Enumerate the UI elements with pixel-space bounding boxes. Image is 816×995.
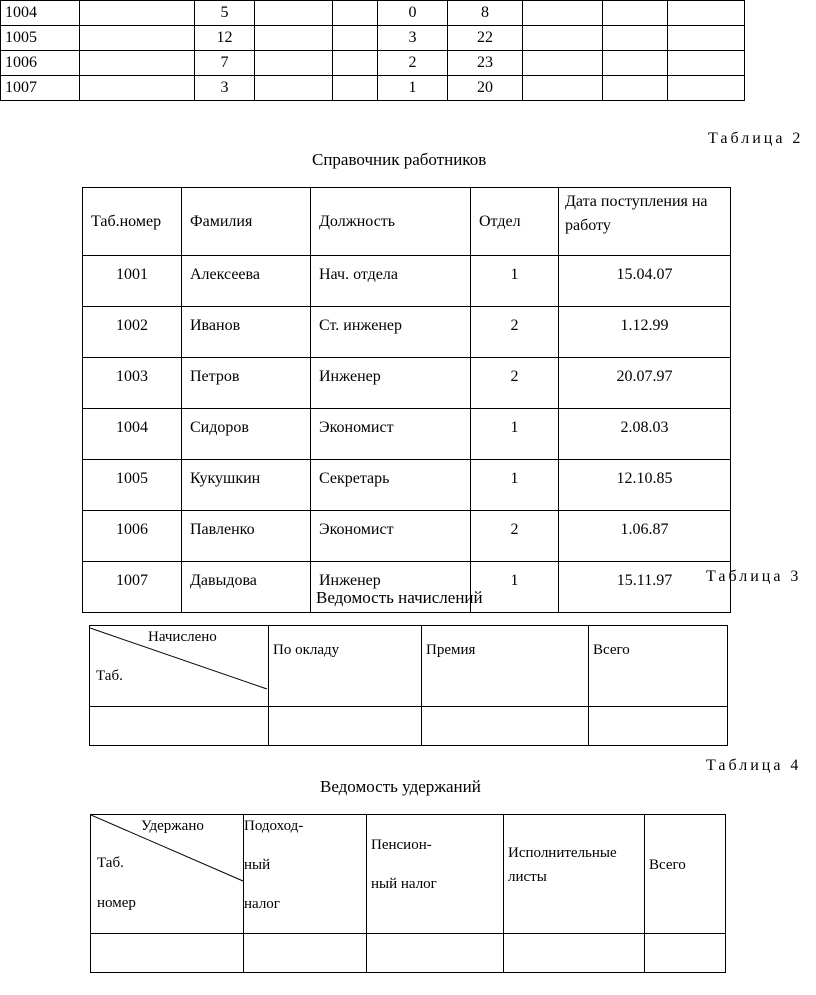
- cell-surname: Павленко: [182, 511, 311, 562]
- cell-dept: 2: [471, 307, 559, 358]
- table-row: [83, 256, 731, 307]
- table-cell: [333, 26, 378, 51]
- table-cell: [668, 51, 745, 76]
- cell-dept: 1: [471, 460, 559, 511]
- cell-tab: 1007: [83, 562, 182, 613]
- diagonal-header: [91, 815, 243, 933]
- corner-bottom-label-2: номер: [97, 895, 136, 911]
- pension-line-1: Пенсион-: [371, 837, 432, 853]
- cell-date: 1.12.99: [559, 307, 731, 358]
- cell-dept: 2: [471, 511, 559, 562]
- total-label: Всего: [649, 857, 686, 873]
- cell-position: Ст. инженер: [311, 307, 471, 358]
- header-total: Всего: [589, 626, 728, 707]
- writs-line-2: листы: [508, 869, 547, 885]
- cell-tab: 1004: [83, 409, 182, 460]
- table-1-fragment: [0, 0, 745, 101]
- table-cell: 1004: [1, 1, 80, 26]
- income-tax-line-3: налог: [244, 896, 280, 912]
- cell-surname: Кукушкин: [182, 460, 311, 511]
- cell-date: 15.11.97: [559, 562, 731, 613]
- table-4-title: Ведомость удержаний: [320, 777, 481, 796]
- employees-table: [82, 187, 731, 613]
- cell-date: 1.06.87: [559, 511, 731, 562]
- cell-position: Экономист: [311, 511, 471, 562]
- header-department: Отдел: [471, 188, 559, 256]
- header-hire-date: Дата поступления на работу: [559, 188, 731, 256]
- table-cell: [668, 26, 745, 51]
- table-cell: [244, 934, 367, 973]
- table-cell: 3: [195, 76, 255, 101]
- table-cell: [523, 26, 603, 51]
- table-cell: [255, 1, 333, 26]
- cell-position: Инженер: [311, 562, 471, 613]
- table-cell: [523, 1, 603, 26]
- table-cell: 0: [378, 1, 448, 26]
- table-cell: 3: [378, 26, 448, 51]
- table-cell: [589, 707, 728, 746]
- table-cell: [668, 1, 745, 26]
- table-cell: [269, 707, 422, 746]
- table-row: [90, 707, 728, 746]
- table-cell: [523, 51, 603, 76]
- table-cell: 7: [195, 51, 255, 76]
- cell-dept: 1: [471, 256, 559, 307]
- table-row: [1, 51, 745, 76]
- cell-position: Инженер: [311, 358, 471, 409]
- cell-tab: 1006: [83, 511, 182, 562]
- table-cell: [333, 1, 378, 26]
- corner-top-label: Начислено: [148, 629, 217, 645]
- income-tax-line-2: ный: [244, 857, 271, 873]
- table-cell: 5: [195, 1, 255, 26]
- diagonal-header-cell: [90, 626, 269, 707]
- table-cell: [80, 76, 195, 101]
- header-surname: Фамилия: [182, 188, 311, 256]
- header-tab-number: Таб.номер: [83, 188, 182, 256]
- cell-position: Экономист: [311, 409, 471, 460]
- table-cell: [504, 934, 645, 973]
- table-cell: [255, 51, 333, 76]
- cell-surname: Алексеева: [182, 256, 311, 307]
- table-cell: 2: [378, 51, 448, 76]
- table-cell: [333, 51, 378, 76]
- header-total: [645, 815, 726, 934]
- header-bonus: Премия: [422, 626, 589, 707]
- cell-tab: 1001: [83, 256, 182, 307]
- table-cell: [603, 76, 668, 101]
- table-cell: [603, 26, 668, 51]
- diagonal-header-cell: [91, 815, 244, 934]
- table-cell: [80, 51, 195, 76]
- cell-position: Секретарь: [311, 460, 471, 511]
- table-header-row: [83, 188, 731, 256]
- table-row: [1, 1, 745, 26]
- corner-top-label: Удержано: [141, 818, 204, 834]
- cell-surname: Сидоров: [182, 409, 311, 460]
- writs-line-1: Исполнительные: [508, 845, 617, 861]
- cell-dept: 2: [471, 358, 559, 409]
- table-cell: [255, 76, 333, 101]
- table-3-title: Ведомость начислений: [316, 588, 483, 607]
- cell-surname: Петров: [182, 358, 311, 409]
- table-cell: 20: [448, 76, 523, 101]
- cell-dept: 1: [471, 409, 559, 460]
- diagonal-header: [90, 626, 268, 706]
- cell-surname: Иванов: [182, 307, 311, 358]
- table-cell: 1005: [1, 26, 80, 51]
- table-cell: [523, 76, 603, 101]
- table-cell: [603, 51, 668, 76]
- cell-tab: 1003: [83, 358, 182, 409]
- table-3-label: Таблица 3: [706, 568, 802, 585]
- pension-line-2: ный налог: [371, 876, 437, 892]
- table-cell: 22: [448, 26, 523, 51]
- table-cell: [645, 934, 726, 973]
- table-row: [1, 26, 745, 51]
- cell-date: 12.10.85: [559, 460, 731, 511]
- header-salary: По окладу: [269, 626, 422, 707]
- accruals-table: [89, 625, 728, 746]
- header-income-tax: [244, 815, 367, 934]
- table-cell: [90, 707, 269, 746]
- header-position: Должность: [311, 188, 471, 256]
- cell-dept: 1: [471, 562, 559, 613]
- table-row: [91, 934, 726, 973]
- income-tax-line-1: Подоход-: [244, 818, 304, 834]
- header-writs: [504, 815, 645, 934]
- table-header-row: [90, 626, 728, 707]
- table-cell: [668, 76, 745, 101]
- table-cell: 1006: [1, 51, 80, 76]
- cell-date: 15.04.07: [559, 256, 731, 307]
- table-cell: 8: [448, 1, 523, 26]
- table-cell: [603, 1, 668, 26]
- table-row: [83, 409, 731, 460]
- header-pension-tax: [367, 815, 504, 934]
- table-row: [83, 511, 731, 562]
- table-cell: [422, 707, 589, 746]
- cell-tab: 1002: [83, 307, 182, 358]
- cell-position: Нач. отдела: [311, 256, 471, 307]
- table-cell: 1: [378, 76, 448, 101]
- table-cell: [333, 76, 378, 101]
- table-cell: [80, 26, 195, 51]
- table-row: [1, 76, 745, 101]
- table-cell: 23: [448, 51, 523, 76]
- table-row: [83, 307, 731, 358]
- table-4-label: Таблица 4: [706, 757, 802, 774]
- cell-surname: Давыдова: [182, 562, 311, 613]
- corner-bottom-label: Таб.: [97, 855, 124, 871]
- table-2-title: Справочник работников: [312, 150, 487, 169]
- table-row: [83, 460, 731, 511]
- deductions-table: [90, 814, 726, 973]
- table-cell: [91, 934, 244, 973]
- table-cell: [255, 26, 333, 51]
- corner-bottom-label: Таб.: [96, 668, 123, 684]
- cell-date: 2.08.03: [559, 409, 731, 460]
- table-row: [83, 358, 731, 409]
- table-cell: 1007: [1, 76, 80, 101]
- table-cell: 12: [195, 26, 255, 51]
- table-2-label: Таблица 2: [708, 130, 804, 147]
- table-cell: [80, 1, 195, 26]
- table-header-row: [91, 815, 726, 934]
- cell-tab: 1005: [83, 460, 182, 511]
- table-cell: [367, 934, 504, 973]
- cell-date: 20.07.97: [559, 358, 731, 409]
